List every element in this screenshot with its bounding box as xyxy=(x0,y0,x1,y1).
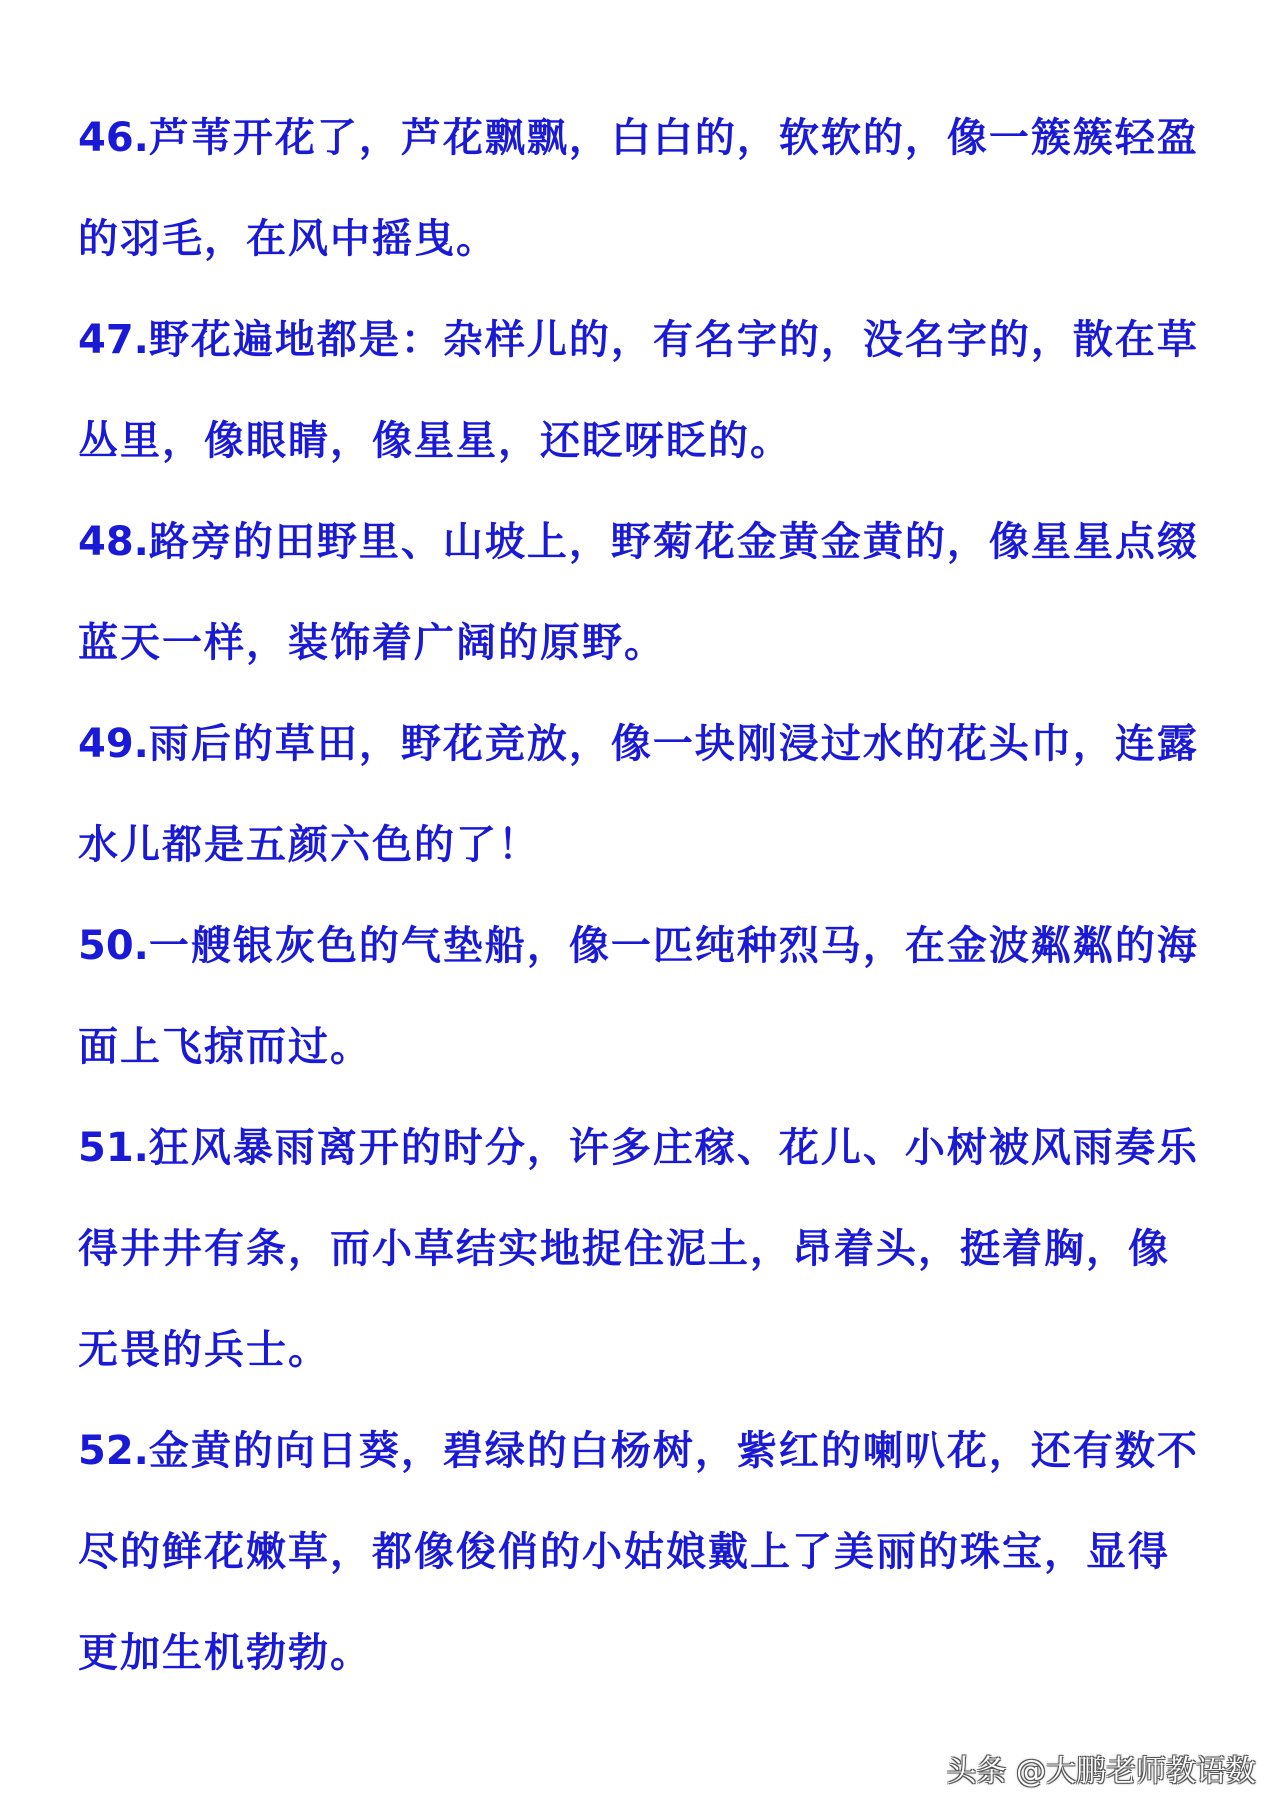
entry-number: 52. xyxy=(78,1428,149,1474)
entry-text: 雨后的草田，野花竞放，像一块刚浸过水的花头巾，连露水儿都是五颜六色的了！ xyxy=(78,721,1199,868)
sentence-entry-52 xyxy=(78,1401,1210,1704)
watermark: 头条 @大鹏老师教语数 xyxy=(946,1754,1256,1789)
sentence-entry-49 xyxy=(78,694,1210,896)
entry-text: 金黄的向日葵，碧绿的白杨树，紫红的喇叭花，还有数不尽的鲜花嫩草，都像俊俏的小姑娘戴上了美丽的珠宝，显得更加生机勃勃。 xyxy=(78,1428,1199,1676)
entry-number: 46. xyxy=(78,115,149,161)
entry-number: 49. xyxy=(78,721,149,767)
sentence-entry-47 xyxy=(78,290,1210,492)
sentence-list xyxy=(78,88,1210,1704)
sentence-entry-48 xyxy=(78,492,1210,694)
entry-text: 狂风暴雨离开的时分，许多庄稼、花儿、小树被风雨奏乐得井井有条，而小草结实地捉住泥土，昂着头，挺着胸，像无畏的兵士。 xyxy=(78,1125,1199,1373)
sentence-entry-46 xyxy=(78,88,1210,290)
entry-number: 48. xyxy=(78,519,149,565)
entry-text: 路旁的田野里、山坡上，野菊花金黄金黄的，像星星点缀蓝天一样，装饰着广阔的原野。 xyxy=(78,519,1199,666)
sentence-entry-51 xyxy=(78,1098,1210,1401)
entry-text: 一艘银灰色的气垫船，像一匹纯种烈马，在金波粼粼的海面上飞掠而过。 xyxy=(78,923,1199,1070)
entry-number: 50. xyxy=(78,923,149,969)
sentence-entry-50 xyxy=(78,896,1210,1098)
entry-number: 51. xyxy=(78,1125,149,1171)
entry-text: 野花遍地都是：杂样儿的，有名字的，没名字的，散在草丛里，像眼睛，像星星，还眨呀眨的。 xyxy=(78,317,1199,464)
entry-number: 47. xyxy=(78,317,149,363)
entry-text: 芦苇开花了，芦花飘飘，白白的，软软的，像一簇簇轻盈的羽毛，在风中摇曳。 xyxy=(78,115,1199,262)
